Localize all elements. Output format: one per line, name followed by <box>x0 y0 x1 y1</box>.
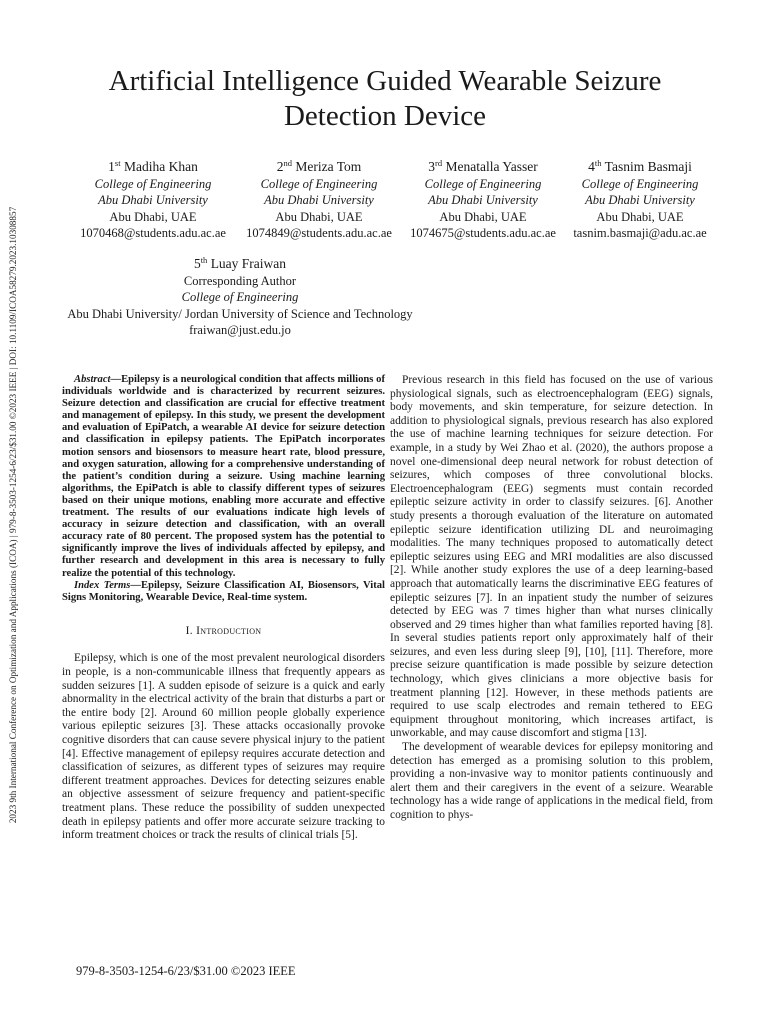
right-column <box>390 374 713 823</box>
author-org: Abu Dhabi University <box>585 193 695 207</box>
paper-title <box>40 64 730 134</box>
author-dept: College of Engineering <box>424 176 542 191</box>
index-terms-lead: Index Terms <box>74 579 131 591</box>
copyright-footer: 979-8-3503-1254-6/23/$31.00 ©2023 IEEE <box>76 964 296 978</box>
abstract-lead: Abstract <box>74 374 111 385</box>
body-paragraph-1: Previous research in this field has focused on the use of various physiological signals, such as electroencephalogram (EEG) signals, body movements, and skin temperature, for seizure detection. In addition to physiological signals, previous research has also explored the use of machine learning techniques for seizure detection. For example, in a study by Wei Zhao et al. (2020), the authors propose a novel one-dimensional deep neural network for robust detection of seizures, which composes of three convolutional blocks. Electroencephalogram (EEG) segments must contain recorded epileptic seizure activity in order to classify seizures. [6]. Another study presents a thorough evaluation of the literature on automated epileptic seizure identification utilizing DL and neuroimaging modalities. The many techniques proposed to automatically detect epileptic seizures using EEG and MRI modalities are also discussed [2]. While another study explores the use of a deep learning-based approach that automatically learns the discriminative EEG features of epileptic seizures [7]. In an inpatient study the number of seizures detected by EEG was 7 times higher than what nurses clinically observed and 29 times higher than what families reported having [8]. In several studies patients report only approximately half of their seizures, and even less during sleep [9], [10], [11]. Therefore, more precise seizure quantification is made possible by seizure detection technology, which gives clinicians a more objective basis for treatment planning [12]. However, in these methods patients are required to use scalp electrodes and remain tethered to EEG equipment throughout monitoring, which increases artifact, is unworkable, and may cause discomfort and stigma [13]. <box>390 374 713 740</box>
author-dept: College of Engineering <box>181 290 299 304</box>
author-dept: College of Engineering <box>581 176 699 191</box>
author-email: fraiwan@just.edu.jo <box>189 323 291 337</box>
author-name: 4th Tasnim Basmaji <box>588 158 692 174</box>
section-title: Introduction <box>196 624 262 637</box>
author-block-1 <box>68 155 238 242</box>
author-city: Abu Dhabi, UAE <box>275 209 363 224</box>
author-city: Abu Dhabi, UAE <box>439 209 527 224</box>
section-heading <box>62 625 385 639</box>
author-city: Abu Dhabi, UAE <box>109 209 197 224</box>
author-block-4 <box>560 155 720 242</box>
section-number: I. <box>185 624 193 637</box>
title-line-1: Artificial Intelligence Guided Wearable Seizure <box>108 65 662 97</box>
author-dept: College of Engineering <box>94 176 212 191</box>
author-dept: College of Engineering <box>260 176 378 191</box>
author-org: Abu Dhabi University/ Jordan University of Science and Technology <box>67 306 413 321</box>
author-email: tasnim.basmaji@adu.ac.ae <box>573 226 707 240</box>
author-block-3 <box>388 155 578 242</box>
author-name: 2nd Meriza Tom <box>276 158 362 174</box>
author-org: Abu Dhabi University <box>98 193 208 207</box>
title-line-2: Detection Device <box>283 100 487 132</box>
author-name: 1st Madiha Khan <box>108 158 198 174</box>
author-org: Abu Dhabi University <box>264 193 374 207</box>
author-email: 1074675@students.adu.ac.ae <box>410 226 556 240</box>
author-org: Abu Dhabi University <box>428 193 538 207</box>
author-role: Corresponding Author <box>183 273 297 288</box>
side-citation-strip <box>6 165 20 865</box>
author-city: Abu Dhabi, UAE <box>596 209 684 224</box>
abstract-text: —Epilepsy is a neurological condition that affects millions of individuals worldwide and is characterized by recurrent seizures. Seizure detection and classification are crucial for effective treatment and management of epilepsy. In this study, we present the development and evaluation of EpiPatch, a wearable AI device for seizure detection and classification in epilepsy patients. The EpiPatch incorporates motion sensors and biosensors to measure heart rate, blood pressure, and oxygen saturation, allowing for a comprehensive understanding of the patient’s condition during a seizure. Using machine learning algorithms, the EpiPatch is able to classify different types of seizures based on their unique motions, enabling more accurate and effective treatment. The results of our evaluations indicate high levels of accuracy in seizure detection and classification, with an overall accuracy rate of 80 percent. The proposed system has the potential to significantly improve the lives of individuals affected by epilepsy, and further research and development in this area is necessary to fully realize the potential of this technology. <box>62 374 385 579</box>
author-name: 3rd Menatalla Yasser <box>428 158 538 174</box>
left-column <box>62 374 385 843</box>
author-email: 1070468@students.adu.ac.ae <box>80 226 226 240</box>
intro-paragraph: Epilepsy, which is one of the most prevalent neurological disorders in people, is a non-communicable illness that frequently appears as sudden seizures [1]. A sudden episode of seizure is a quick and early abnormality in the electrical activity of the brain that disturbs a part or the entire body [2]. Around 60 million people globally experience various epileptic seizures [3]. These attacks occasionally provoke cognitive disorders that can cause severe physical injury to the patient [4]. Effective management of epilepsy requires accurate detection and classification of seizures, as different types of seizures may require different treatment approaches. Devices for detecting seizures enable an objective assessment of seizure frequency and patient-specific treatment plans. These reduce the possibility of sudden unexpected death in epilepsy patients and offer more accurate seizure tracking to inform treatment choices or track the results of clinical trials [5]. <box>62 652 385 842</box>
index-terms-text: —Epilepsy, Seizure Classification AI, Biosensors, Vital Signs Monitoring, Wearable Device, Real-time system. <box>62 579 385 603</box>
body-paragraph-2: The development of wearable devices for epilepsy monitoring and detection has emerged as a promising solution to this problem, providing a non-invasive way to monitor patients continuously and alert them and their caregivers in the event of a seizure. Wearable technology has a wide range of applications in the medical field, from cognition to phys- <box>390 741 713 821</box>
author-block-2 <box>224 155 414 242</box>
author-email: 1074849@students.adu.ac.ae <box>246 226 392 240</box>
side-citation-text: 2023 9th International Conference on Optimization and Applications (ICOA) | 979-8-3503-1254-6/23/$31.00 ©2023 IEEE | DOI: 10.1109/ICOA58279.2023.10308857 <box>8 206 18 824</box>
index-terms <box>62 580 385 604</box>
author-block-5 <box>40 252 440 339</box>
author-name: 5th Luay Fraiwan <box>193 255 287 271</box>
abstract <box>62 374 385 580</box>
